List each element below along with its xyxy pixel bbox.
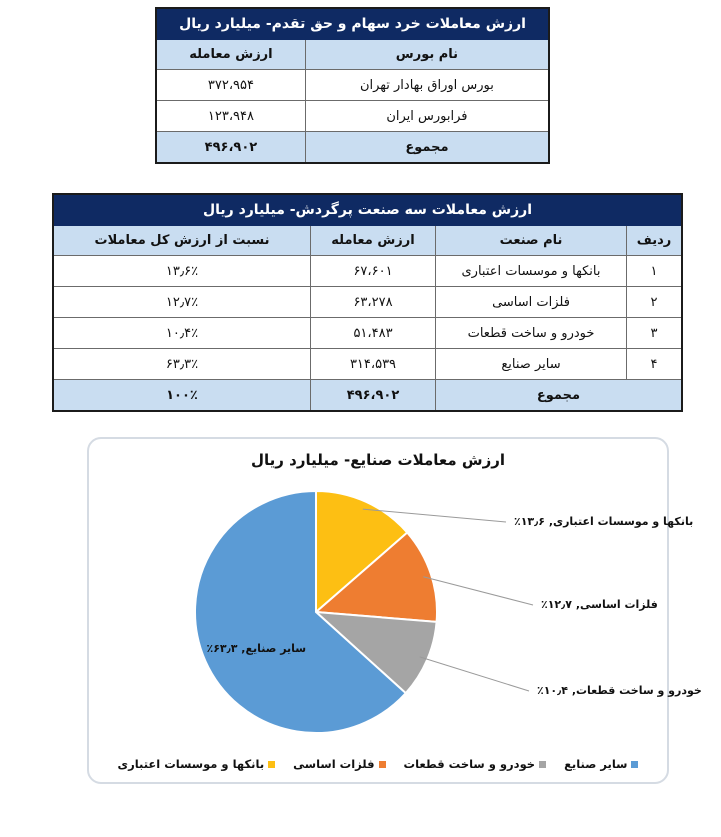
retail-trades-table (155, 7, 550, 164)
table-row (53, 349, 682, 380)
header-rank: ردیف (627, 226, 683, 256)
retail-table-title: ارزش معاملات خرد سهام و حق تقدم- میلیارد ریال (156, 8, 549, 40)
rank: ۱ (627, 256, 683, 287)
rank: ۳ (627, 318, 683, 349)
pie-chart (87, 437, 702, 784)
header-share: نسبت از ارزش کل معاملات (53, 226, 311, 256)
share: ۶۳٫۳٪ (53, 349, 311, 380)
legend-label: سایر صنایع (564, 757, 628, 771)
trade-value: ۳۷۲،۹۵۴ (156, 70, 305, 101)
legend-item (564, 757, 638, 771)
trade-value: ۵۱،۴۸۳ (311, 318, 436, 349)
exchange-name: بورس اوراق بهادار تهران (305, 70, 549, 101)
industry-name: بانکها و موسسات اعتباری (436, 256, 627, 287)
leader-line (423, 577, 533, 605)
total-row (53, 380, 682, 412)
rank: ۴ (627, 349, 683, 380)
industry-trades-table (52, 193, 683, 412)
industry-name: سایر صنایع (436, 349, 627, 380)
chart-title: ارزش معاملات صنایع- میلیارد ریال (250, 451, 506, 469)
legend-swatch (631, 761, 638, 768)
legend-item (404, 757, 547, 771)
industry-name: خودرو و ساخت قطعات (436, 318, 627, 349)
legend-item (118, 757, 276, 771)
header-industry-name: نام صنعت (436, 226, 627, 256)
legend-swatch (379, 761, 386, 768)
legend-label: خودرو و ساخت قطعات (403, 757, 536, 771)
total-label: مجموع (436, 380, 683, 412)
header-trade-value: ارزش معامله (156, 40, 305, 70)
leader-line (420, 657, 529, 691)
trade-value: ۶۳،۲۷۸ (311, 287, 436, 318)
legend-item (293, 757, 385, 771)
header-trade-value: ارزش معامله (311, 226, 436, 256)
chart-legend (89, 757, 667, 771)
trade-value: ۱۲۳،۹۴۸ (156, 101, 305, 132)
table-row (53, 287, 682, 318)
rank: ۲ (627, 287, 683, 318)
table-row (156, 101, 549, 132)
trade-value: ۳۱۴،۵۳۹ (311, 349, 436, 380)
exchange-name: فرابورس ایران (305, 101, 549, 132)
industry-name: فلزات اساسی (436, 287, 627, 318)
table-row (53, 256, 682, 287)
legend-swatch (539, 761, 546, 768)
slice-data-label: بانکها و موسسات اعتباری, ۱۳٫۶٪ (514, 515, 694, 528)
legend-swatch (268, 761, 275, 768)
slice-data-label: خودرو و ساخت قطعات, ۱۰٫۴٪ (537, 684, 702, 697)
trade-value: ۶۷،۶۰۱ (311, 256, 436, 287)
total-row (156, 132, 549, 164)
total-share: ۱۰۰٪ (53, 380, 311, 412)
slice-data-label: فلزات اساسی, ۱۲٫۷٪ (541, 598, 658, 611)
share: ۱۲٫۷٪ (53, 287, 311, 318)
legend-label: فلزات اساسی (293, 757, 375, 771)
share: ۱۳٫۶٪ (53, 256, 311, 287)
total-value: ۴۹۶،۹۰۲ (156, 132, 305, 164)
share: ۱۰٫۴٪ (53, 318, 311, 349)
table-row (53, 318, 682, 349)
industry-table-title: ارزش معاملات سه صنعت پرگردش- میلیارد ریال (53, 194, 682, 226)
total-value: ۴۹۶،۹۰۲ (311, 380, 436, 412)
legend-label: بانکها و موسسات اعتباری (117, 757, 265, 771)
total-label: مجموع (305, 132, 549, 164)
slice-data-label: سایر صنایع, ۶۳٫۳٪ (206, 641, 307, 655)
table-row (156, 70, 549, 101)
header-exchange-name: نام بورس (305, 40, 549, 70)
